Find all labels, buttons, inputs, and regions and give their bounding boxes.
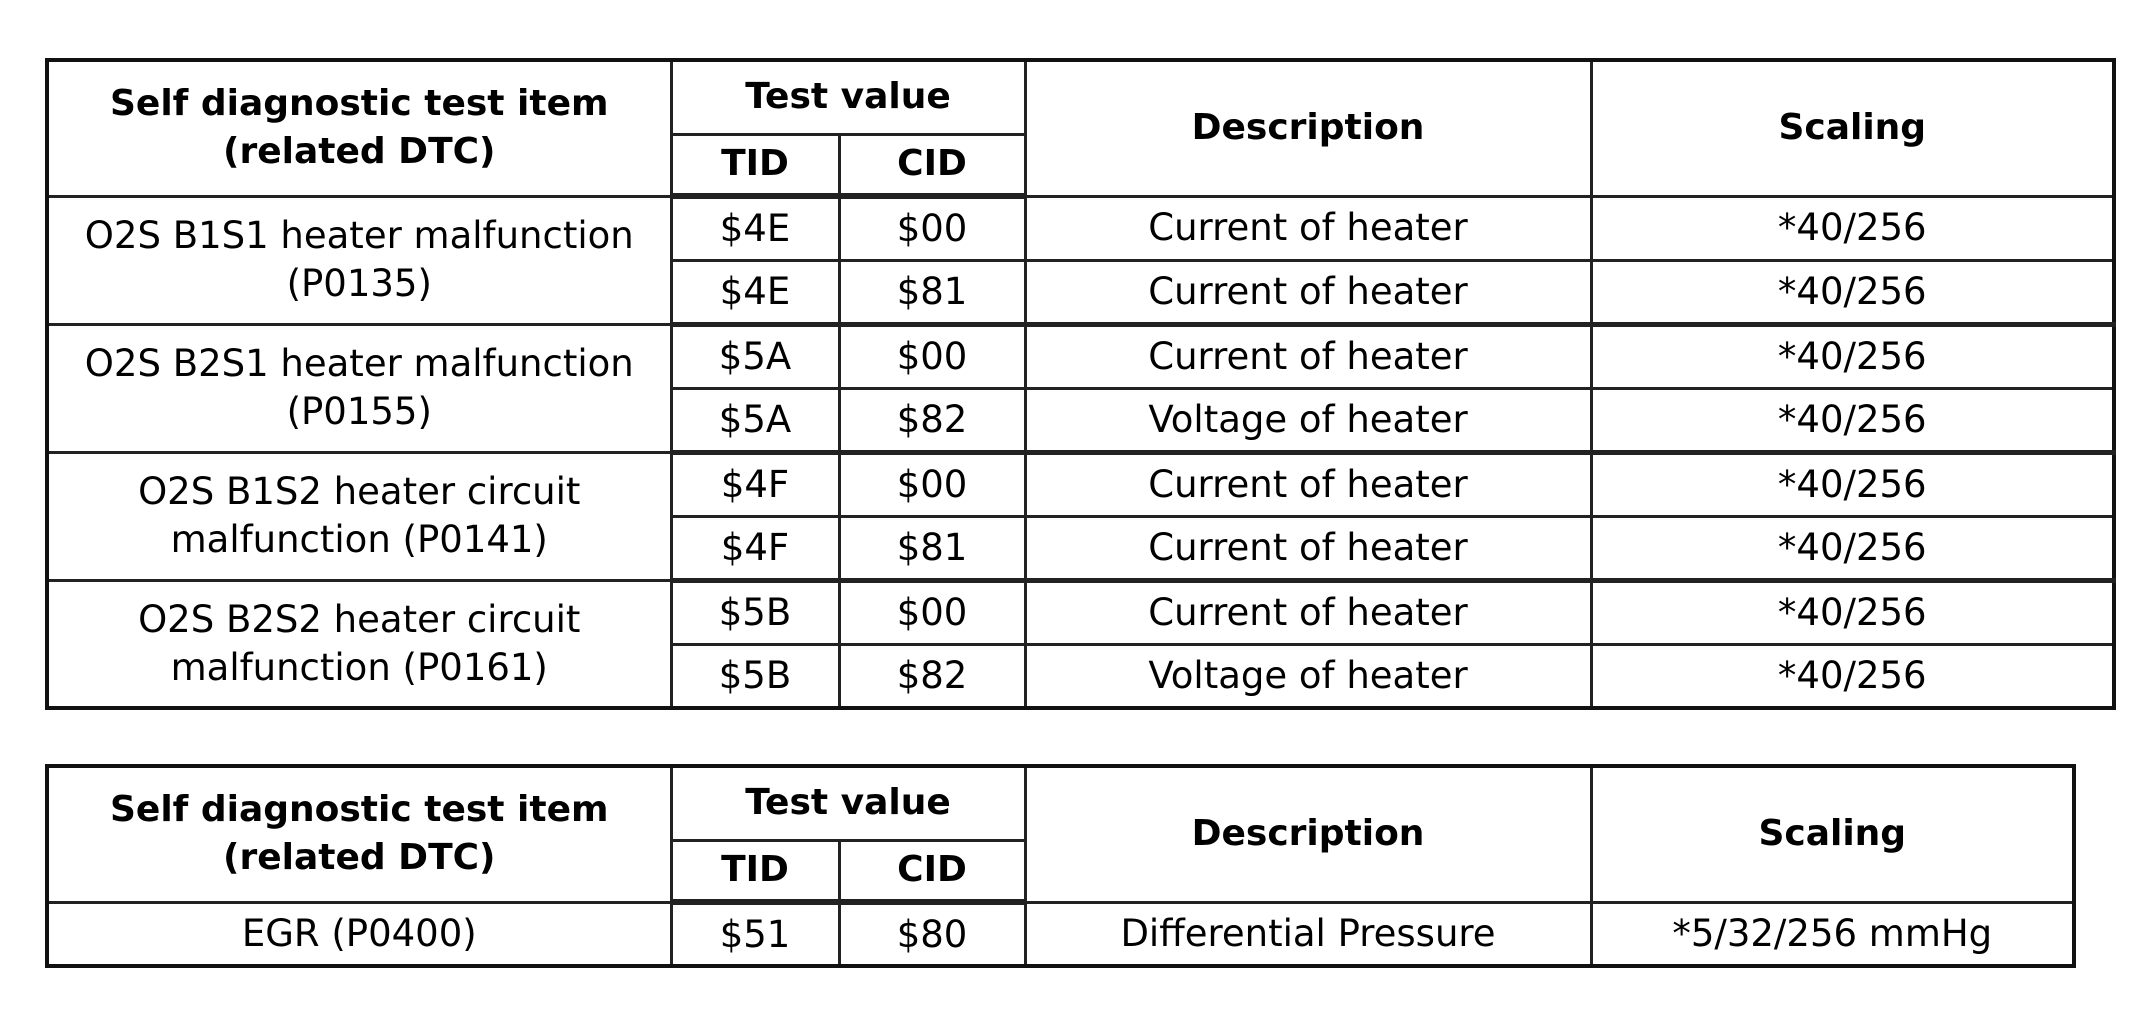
- tid-cell: $4E: [671, 196, 839, 260]
- cid-cell: $00: [839, 580, 1025, 644]
- cid-cell: $00: [839, 196, 1025, 260]
- description-cell: Voltage of heater: [1025, 644, 1591, 708]
- test-item-line2: malfunction (P0141): [170, 518, 548, 561]
- test-item-line1: O2S B2S1 heater malfunction: [84, 342, 634, 385]
- table-row: [47, 324, 2114, 388]
- description-cell: Voltage of heater: [1025, 388, 1591, 452]
- description-cell: Current of heater: [1025, 324, 1591, 388]
- scaling-cell: *40/256: [1591, 196, 2114, 260]
- test-item-cell: EGR (P0400): [47, 902, 671, 966]
- table-row: [47, 196, 2114, 260]
- column-header-scaling: Scaling: [1591, 60, 2114, 196]
- test-item-line2: (P0155): [286, 390, 432, 433]
- diagnostic-table-o2s-heater: [45, 58, 2116, 710]
- table-header-row: [47, 60, 2114, 134]
- test-item-line2: malfunction (P0161): [170, 645, 548, 689]
- cid-cell: $82: [839, 644, 1025, 708]
- scaling-cell: *40/256: [1591, 516, 2114, 580]
- scaling-cell: *40/256: [1591, 388, 2114, 452]
- table-row: [47, 902, 2074, 966]
- scaling-cell: *5/32/256 mmHg: [1591, 902, 2074, 966]
- table-header-row: [47, 766, 2074, 840]
- cid-cell: $82: [839, 388, 1025, 452]
- column-header-test-value: Test value: [671, 766, 1025, 840]
- cid-cell: $81: [839, 516, 1025, 580]
- test-item-line1: O2S B1S1 heater malfunction: [84, 214, 634, 257]
- test-item-line1: O2S B2S2 heater circuit: [138, 597, 581, 641]
- tid-cell: $5B: [671, 644, 839, 708]
- column-header-tid: TID: [671, 840, 839, 902]
- column-header-test-item-line1: Self diagnostic test item: [109, 789, 609, 831]
- test-item-line1: O2S B1S2 heater circuit: [138, 470, 581, 513]
- cid-cell: $80: [839, 902, 1025, 966]
- column-header-test-item: [47, 60, 671, 196]
- column-header-test-item-line1: Self diagnostic test item: [109, 83, 609, 125]
- column-header-test-item-line2: (related DTC): [223, 837, 496, 879]
- column-header-cid: CID: [839, 134, 1025, 196]
- test-item-line2: (P0135): [286, 262, 432, 305]
- description-cell: Current of heater: [1025, 196, 1591, 260]
- scaling-cell: *40/256: [1591, 580, 2114, 644]
- column-header-scaling: Scaling: [1591, 766, 2074, 902]
- column-header-tid: TID: [671, 134, 839, 196]
- test-item-cell: [47, 324, 671, 452]
- column-header-description: Description: [1025, 60, 1591, 196]
- description-cell: Current of heater: [1025, 516, 1591, 580]
- column-header-test-value: Test value: [671, 60, 1025, 134]
- tid-cell: $4F: [671, 452, 839, 516]
- cid-cell: $00: [839, 452, 1025, 516]
- description-cell: Current of heater: [1025, 452, 1591, 516]
- tid-cell: $5A: [671, 324, 839, 388]
- test-item-cell: [47, 580, 671, 708]
- tid-cell: $5A: [671, 388, 839, 452]
- cid-cell: $81: [839, 260, 1025, 324]
- tid-cell: $51: [671, 902, 839, 966]
- scaling-cell: *40/256: [1591, 452, 2114, 516]
- cid-cell: $00: [839, 324, 1025, 388]
- column-header-test-item: [47, 766, 671, 902]
- test-item-cell: [47, 452, 671, 580]
- test-item-cell: [47, 196, 671, 324]
- column-header-cid: CID: [839, 840, 1025, 902]
- description-cell: Current of heater: [1025, 580, 1591, 644]
- scaling-cell: *40/256: [1591, 644, 2114, 708]
- description-cell: Differential Pressure: [1025, 902, 1591, 966]
- tid-cell: $5B: [671, 580, 839, 644]
- table-row: [47, 580, 2114, 644]
- scaling-cell: *40/256: [1591, 324, 2114, 388]
- tid-cell: $4E: [671, 260, 839, 324]
- diagnostic-table-egr: [45, 764, 2076, 968]
- tid-cell: $4F: [671, 516, 839, 580]
- column-header-test-item-line2: (related DTC): [223, 131, 496, 173]
- column-header-description: Description: [1025, 766, 1591, 902]
- table-row: [47, 452, 2114, 516]
- description-cell: Current of heater: [1025, 260, 1591, 324]
- scaling-cell: *40/256: [1591, 260, 2114, 324]
